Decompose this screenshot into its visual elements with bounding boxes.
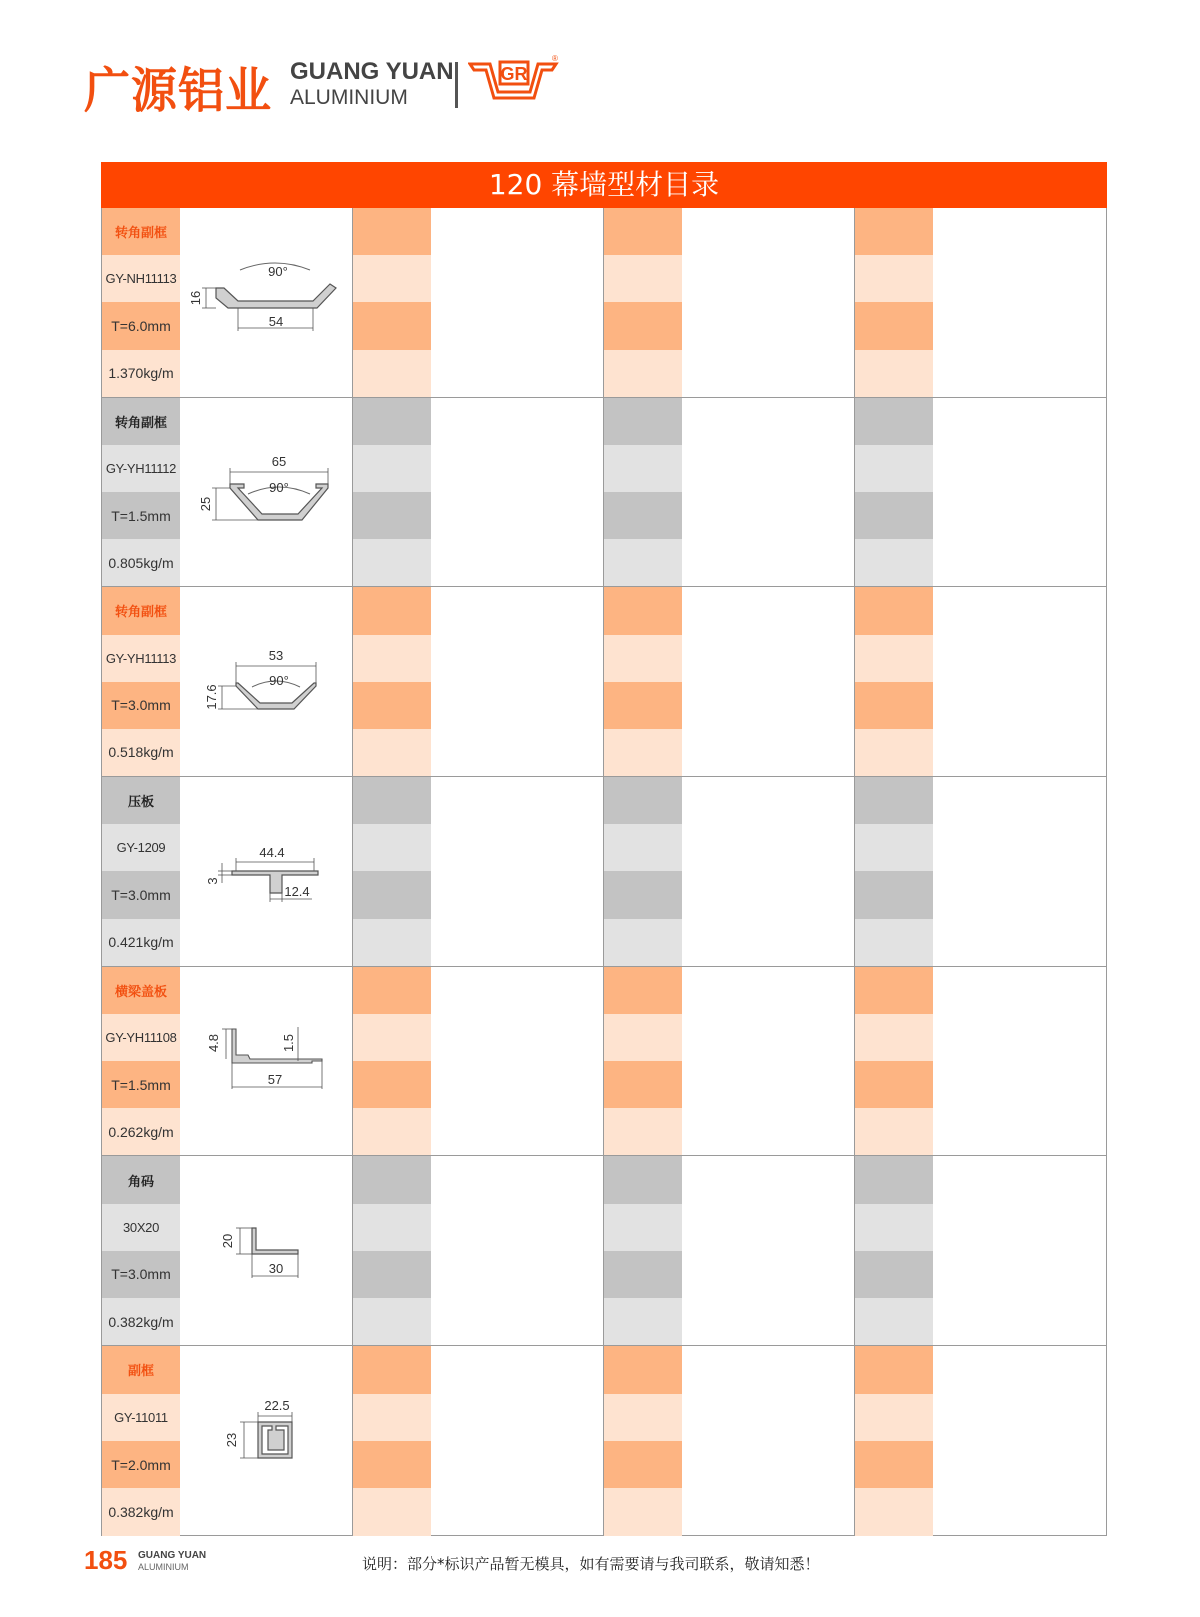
product-thickness: T=3.0mm xyxy=(102,1251,180,1298)
footer-brand-name: GUANG YUAN xyxy=(138,1550,207,1561)
product-cell xyxy=(102,587,353,776)
dimension-label: 3 xyxy=(205,877,220,885)
product-name: 转角副框 xyxy=(102,398,180,445)
dimension-label: 22.5 xyxy=(264,1398,290,1414)
product-name: 副框 xyxy=(102,1346,180,1393)
empty-catalog-slot xyxy=(604,208,855,397)
catalog-row xyxy=(102,398,1106,588)
product-code: 30X20 xyxy=(102,1204,180,1251)
product-cell xyxy=(102,208,353,397)
empty-catalog-slot xyxy=(855,1156,1108,1345)
profile-catalog-table xyxy=(101,208,1107,1536)
product-cell xyxy=(102,398,353,587)
dimension-label: 53 xyxy=(268,648,284,664)
product-code: GY-NH11113 xyxy=(102,255,180,302)
product-thickness: T=3.0mm xyxy=(102,871,180,918)
dimension-label: 90° xyxy=(269,479,289,495)
dimension-label: 65 xyxy=(271,453,287,469)
empty-catalog-slot xyxy=(604,1346,855,1536)
empty-catalog-slot xyxy=(855,777,1108,966)
dimension-label: 44.4 xyxy=(259,845,285,861)
footer-brand-subtitle: ALUMINIUM xyxy=(138,1562,189,1572)
catalog-row xyxy=(102,967,1106,1157)
brand-english-name: GUANG YUAN xyxy=(290,58,454,85)
profile-drawing xyxy=(180,1156,352,1345)
product-weight: 0.518kg/m xyxy=(102,729,180,776)
brand-logo-registered-mark: ® xyxy=(552,54,558,63)
empty-catalog-slot xyxy=(604,1156,855,1345)
dimension-label: 12.4 xyxy=(284,884,310,900)
product-cell xyxy=(102,1156,353,1345)
dimension-label: 17.6 xyxy=(204,684,219,711)
catalog-row xyxy=(102,208,1106,398)
empty-catalog-slot xyxy=(353,208,604,397)
dimension-label: 25 xyxy=(198,496,213,511)
dimension-label: 90° xyxy=(269,673,289,689)
product-weight: 0.382kg/m xyxy=(102,1298,180,1345)
product-thickness: T=1.5mm xyxy=(102,492,180,539)
product-code: GY-YH11112 xyxy=(102,445,180,492)
page-number: 185 xyxy=(84,1545,128,1575)
product-cell xyxy=(102,1346,353,1536)
product-thickness: T=2.0mm xyxy=(102,1441,180,1488)
empty-catalog-slot xyxy=(855,587,1108,776)
dimension-label: 23 xyxy=(224,1432,239,1448)
profile-drawing xyxy=(180,1346,352,1536)
product-name: 角码 xyxy=(102,1156,180,1203)
profile-drawing xyxy=(180,208,352,397)
profile-drawing xyxy=(180,777,352,966)
dimension-label: 16 xyxy=(188,290,203,306)
empty-catalog-slot xyxy=(855,398,1108,587)
empty-catalog-slot xyxy=(604,587,855,776)
empty-catalog-slot xyxy=(353,967,604,1156)
dimension-label: 1.5 xyxy=(281,1033,296,1052)
dimension-label: 4.8 xyxy=(206,1033,221,1052)
product-thickness: T=1.5mm xyxy=(102,1061,180,1108)
brand-logo-text: GR xyxy=(500,64,528,84)
product-weight: 1.370kg/m xyxy=(102,350,180,397)
dimension-label: 30 xyxy=(268,1261,284,1277)
empty-catalog-slot xyxy=(604,777,855,966)
product-code: GY-YH11113 xyxy=(102,635,180,682)
empty-catalog-slot xyxy=(353,1346,604,1536)
footer-note: 说明：部分*标识产品暂无模具，如有需要请与我司联系，敬请知悉！ xyxy=(362,1555,820,1573)
product-code: GY-1209 xyxy=(102,824,180,871)
dimension-label: 57 xyxy=(267,1071,283,1087)
product-weight: 0.262kg/m xyxy=(102,1108,180,1155)
empty-catalog-slot xyxy=(353,777,604,966)
product-code: GY-11011 xyxy=(102,1394,180,1441)
catalog-row xyxy=(102,1156,1106,1346)
empty-catalog-slot xyxy=(855,208,1108,397)
product-code: GY-YH11108 xyxy=(102,1014,180,1061)
product-weight: 0.421kg/m xyxy=(102,919,180,966)
empty-catalog-slot xyxy=(855,1346,1108,1536)
empty-catalog-slot xyxy=(353,587,604,776)
empty-catalog-slot xyxy=(855,967,1108,1156)
empty-catalog-slot xyxy=(353,398,604,587)
product-cell xyxy=(102,967,353,1156)
product-weight: 0.382kg/m xyxy=(102,1488,180,1535)
catalog-title: 120 幕墙型材目录 xyxy=(101,162,1107,208)
brand-divider xyxy=(455,62,458,108)
profile-drawing xyxy=(180,587,352,776)
product-weight: 0.805kg/m xyxy=(102,539,180,586)
catalog-row xyxy=(102,587,1106,777)
product-name: 压板 xyxy=(102,777,180,824)
product-name: 横梁盖板 xyxy=(102,967,180,1014)
product-thickness: T=3.0mm xyxy=(102,682,180,729)
dimension-label: 90° xyxy=(268,264,288,279)
profile-drawing xyxy=(180,967,352,1156)
product-name: 转角副框 xyxy=(102,208,180,255)
catalog-row xyxy=(102,1346,1106,1536)
brand-logo-icon xyxy=(468,54,560,106)
brand-chinese-name: 广源铝业 xyxy=(84,61,272,119)
empty-catalog-slot xyxy=(604,967,855,1156)
empty-catalog-slot xyxy=(353,1156,604,1345)
catalog-row xyxy=(102,777,1106,967)
empty-catalog-slot xyxy=(604,398,855,587)
dimension-label: 54 xyxy=(268,314,284,329)
dimension-label: 20 xyxy=(220,1234,235,1249)
brand-english-subtitle: ALUMINIUM xyxy=(290,86,408,109)
product-name: 转角副框 xyxy=(102,587,180,634)
profile-drawing xyxy=(180,398,352,587)
product-thickness: T=6.0mm xyxy=(102,302,180,349)
product-cell xyxy=(102,777,353,966)
